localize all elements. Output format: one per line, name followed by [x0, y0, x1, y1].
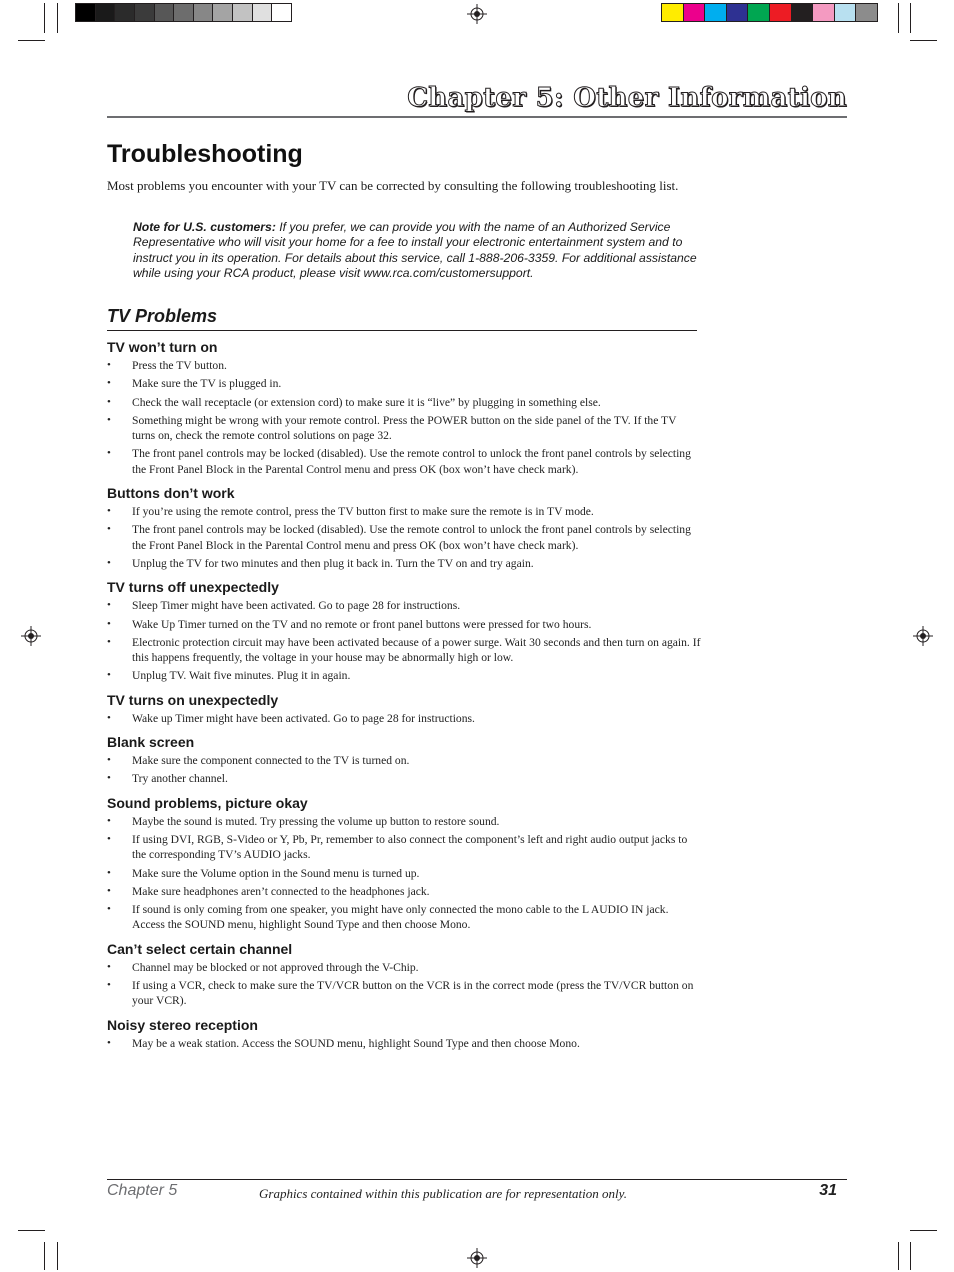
- bullet-icon: •: [107, 599, 111, 612]
- customer-note: [133, 220, 698, 281]
- list-item-text: Make sure the TV is plugged in.: [132, 377, 282, 391]
- crop-mark: [44, 3, 45, 33]
- registration-mark-icon: [467, 4, 487, 24]
- calibration-swatch: [748, 4, 770, 21]
- topic-bullet-list: [107, 358, 702, 477]
- calibration-swatch: [115, 4, 135, 21]
- list-item-text: If using a VCR, check to make sure the TV/VCR button on the VCR is in the correct mode (press the TV/VCR button on your VCR).: [132, 979, 694, 1008]
- crop-mark: [18, 40, 45, 41]
- list-item-text: Make sure headphones aren’t connected to the headphones jack.: [132, 884, 430, 898]
- intro-paragraph: Most problems you encounter with your TV can be corrected by consulting the following troubleshooting list.: [107, 178, 679, 193]
- bullet-icon: •: [107, 903, 111, 916]
- list-item-text: Wake Up Timer turned on the TV and no remote or front panel buttons were pressed for two hours.: [132, 617, 592, 631]
- calibration-swatch: [792, 4, 814, 21]
- topic-heading: Noisy stereo reception: [107, 1016, 258, 1033]
- bullet-icon: •: [107, 711, 111, 724]
- list-item: [107, 395, 702, 410]
- list-item-text: Wake up Timer might have been activated. Go to page 28 for instructions.: [132, 711, 475, 725]
- topic-section: [107, 792, 702, 933]
- calibration-swatch: [174, 4, 194, 21]
- bullet-icon: •: [107, 979, 111, 992]
- list-item: [107, 376, 702, 391]
- crop-mark: [898, 1242, 899, 1270]
- list-item: [107, 902, 702, 933]
- calibration-swatch: [194, 4, 214, 21]
- calibration-swatch: [155, 4, 175, 21]
- list-item: [107, 884, 702, 899]
- list-item-text: The front panel controls may be locked (disabled). Use the remote control to unlock the front panel controls by selecting the Front Panel Block in the Parental Control menu and press OK (box won’t have check mark).: [132, 447, 691, 476]
- topic-section: [107, 1014, 702, 1051]
- calibration-swatch: [835, 4, 857, 21]
- bullet-icon: •: [107, 832, 111, 845]
- page-number: 31: [819, 1182, 837, 1199]
- calibration-swatch: [705, 4, 727, 21]
- list-item-text: Electronic protection circuit may have been activated because of a power surge. Wait 30 seconds and then turn on again. If this happens frequently, the voltage in your house may be abnormally high or low.: [132, 635, 701, 665]
- bullet-icon: •: [107, 1036, 111, 1049]
- topic-bullet-list: [107, 960, 702, 1009]
- list-item: [107, 753, 702, 768]
- list-item-text: Unplug TV. Wait five minutes. Plug it in again.: [132, 669, 351, 683]
- list-item-text: Something might be wrong with your remote control. Press the POWER button on the side panel of the TV. If the TV turns on, check the remote control solutions on page 32.: [132, 413, 677, 443]
- crop-mark: [898, 3, 899, 33]
- list-item-text: Channel may be blocked or not approved through the V-Chip.: [132, 960, 419, 974]
- list-item-text: Press the TV button.: [132, 359, 227, 372]
- footer-divider: [107, 1179, 847, 1180]
- list-item-text: Check the wall receptacle (or extension cord) to make sure it is “live” by plugging in something else.: [132, 395, 601, 409]
- list-item-text: Unplug the TV for two minutes and then plug it back in. Turn the TV on and try again.: [132, 556, 534, 570]
- calibration-swatch: [135, 4, 155, 21]
- bullet-icon: •: [107, 960, 111, 973]
- list-item-text: If you’re using the remote control, press the TV button first to make sure the remote is in TV mode.: [132, 505, 594, 519]
- calibration-swatch: [770, 4, 792, 21]
- chapter-title: Chapter 5: Other Information: [407, 83, 847, 113]
- crop-mark: [18, 1230, 45, 1231]
- bullet-icon: •: [107, 447, 111, 460]
- bullet-icon: •: [107, 772, 111, 785]
- crop-mark: [44, 1242, 45, 1270]
- calibration-swatch: [856, 4, 877, 21]
- topic-heading: Buttons don’t work: [107, 485, 235, 502]
- calibration-swatch: [272, 4, 291, 21]
- list-item-text: May be a weak station. Access the SOUND menu, highlight Sound Type and then choose Mono.: [132, 1036, 580, 1050]
- topic-bullet-list: [107, 711, 702, 726]
- bullet-icon: •: [107, 884, 111, 897]
- note-text: If you prefer, we can provide you with the name of an Authorized Service Representative who will visit your home for a fee to install your electronic entertainment system and to instruct you in its operation. For details about this service, call 1-888-206-3359. For additional assistance while using your RCA product, please visit www.rca.com/customersupport.: [133, 220, 697, 280]
- calibration-swatch: [96, 4, 116, 21]
- list-item: [107, 814, 702, 829]
- list-item-text: Make sure the component connected to the TV is turned on.: [132, 754, 410, 768]
- troubleshooting-list: [107, 336, 702, 1056]
- list-item: [107, 832, 702, 863]
- crop-mark: [57, 3, 58, 33]
- list-item-text: Sleep Timer might have been activated. Go to page 28 for instructions.: [132, 599, 461, 613]
- gray-calibration-bars: [75, 3, 292, 22]
- list-item-text: Maybe the sound is muted. Try pressing the volume up button to restore sound.: [132, 814, 500, 828]
- topic-heading: Can’t select certain channel: [107, 940, 293, 957]
- crop-mark: [910, 3, 911, 33]
- topic-bullet-list: [107, 598, 702, 683]
- bullet-icon: •: [107, 754, 111, 767]
- topic-section: [107, 689, 702, 726]
- bullet-icon: •: [107, 505, 111, 518]
- bullet-icon: •: [107, 635, 111, 648]
- list-item-text: If sound is only coming from one speaker, you might have only connected the mono cable to the L AUDIO IN jack. Access the SOUND menu, highlight Sound Type and then choose Mono.: [132, 903, 669, 932]
- list-item: [107, 617, 702, 632]
- list-item: [107, 413, 702, 444]
- calibration-swatch: [213, 4, 233, 21]
- list-item: [107, 446, 702, 477]
- bullet-icon: •: [107, 669, 111, 682]
- list-item: [107, 522, 702, 553]
- topic-bullet-list: [107, 504, 702, 571]
- topic-heading: Blank screen: [107, 734, 195, 751]
- section-title-tv-problems: TV Problems: [107, 304, 697, 331]
- calibration-swatch: [684, 4, 706, 21]
- footer-chapter-label: Chapter 5: [107, 1182, 178, 1199]
- list-item: [107, 960, 702, 975]
- calibration-swatch: [727, 4, 749, 21]
- registration-mark-icon: [21, 626, 41, 646]
- calibration-swatch: [233, 4, 253, 21]
- bullet-icon: •: [107, 395, 111, 408]
- calibration-swatch: [662, 4, 684, 21]
- topic-bullet-list: [107, 1036, 702, 1051]
- crop-mark: [57, 1242, 58, 1270]
- bullet-icon: •: [107, 556, 111, 569]
- list-item-text: The front panel controls may be locked (disabled). Use the remote control to unlock the front panel controls by selecting the Front Panel Block in the Parental Control menu and press OK (box won’t have check mark).: [132, 523, 691, 552]
- bullet-icon: •: [107, 523, 111, 536]
- list-item-text: If using DVI, RGB, S-Video or Y, Pb, Pr, remember to also connect the component’s left and right audio output jacks to the corresponding TV’s AUDIO jacks.: [132, 832, 688, 862]
- calibration-swatch: [76, 4, 96, 21]
- registration-mark-icon: [913, 626, 933, 646]
- crop-mark: [910, 1242, 911, 1270]
- list-item-text: Try another channel.: [132, 772, 228, 786]
- list-item: [107, 978, 702, 1009]
- topic-section: [107, 482, 702, 571]
- topic-bullet-list: [107, 753, 702, 787]
- bullet-icon: •: [107, 377, 111, 390]
- topic-bullet-list: [107, 814, 702, 933]
- footer-disclaimer: Graphics contained within this publication are for representation only.: [259, 1186, 627, 1201]
- bullet-icon: •: [107, 617, 111, 630]
- registration-mark-icon: [467, 1248, 487, 1268]
- topic-section: [107, 731, 702, 787]
- crop-mark: [910, 1230, 937, 1231]
- topic-heading: TV turns on unexpectedly: [107, 691, 279, 708]
- topic-heading: Sound problems, picture okay: [107, 794, 308, 811]
- bullet-icon: •: [107, 413, 111, 426]
- chapter-header: [107, 80, 847, 118]
- list-item: [107, 1036, 702, 1051]
- bullet-icon: •: [107, 359, 111, 371]
- list-item: [107, 556, 702, 571]
- topic-section: [107, 336, 702, 477]
- topic-heading: TV won’t turn on: [107, 339, 218, 355]
- topic-section: [107, 938, 702, 1009]
- bullet-icon: •: [107, 814, 111, 827]
- list-item: [107, 711, 702, 726]
- color-calibration-bars: [661, 3, 878, 22]
- list-item: [107, 771, 702, 786]
- list-item: [107, 635, 702, 666]
- calibration-swatch: [253, 4, 273, 21]
- list-item: [107, 598, 702, 613]
- topic-heading: TV turns off unexpectedly: [107, 579, 279, 596]
- page-title: Troubleshooting: [107, 140, 303, 168]
- list-item: [107, 668, 702, 683]
- bullet-icon: •: [107, 866, 111, 879]
- crop-mark: [910, 40, 937, 41]
- list-item-text: Make sure the Volume option in the Sound menu is turned up.: [132, 866, 420, 880]
- list-item: [107, 866, 702, 881]
- topic-section: [107, 576, 702, 683]
- list-item: [107, 358, 702, 373]
- calibration-swatch: [813, 4, 835, 21]
- note-label: Note for U.S. customers:: [133, 220, 276, 234]
- list-item: [107, 504, 702, 519]
